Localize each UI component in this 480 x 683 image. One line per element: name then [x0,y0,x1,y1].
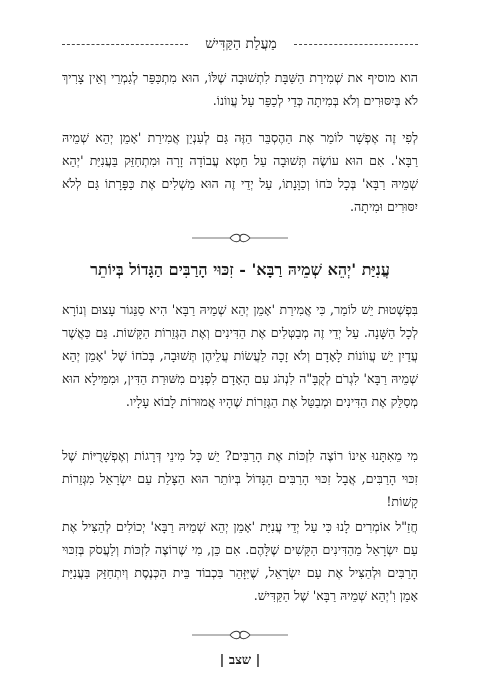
paragraph-4: מִי מֵאִתָּנוּ אֵינוֹ רוֹצֶה לִזְכּוֹת אֶת הָרַבִּים? יֵשׁ כָּל מִינֵי דְּרָגוֹת וְאֶפְשָׁרֻיּוֹת שֶׁל זִכּוּי הָרַבִּים, אֲבָל זִכּוּי הָרַבִּים הַגָּדוֹל בְּיוֹתֵר הוּא הַצָּלַת עַם יִשְׂרָאֵל מִגְּזֵרוֹת קָשׁוֹת! [62,448,418,509]
paragraph-3: בִּפְשְׁטוּת יֵשׁ לוֹמַר, כִּי אֲמִירַת 'אָמֵן יְהֵא שְׁמֵיהּ רַבָּא' הִיא סַנֵּגוֹר עָצוּם וְנוֹרָא לְכָל הַשָּׁנָה. עַל יְדֵי זֶה מְבַטְּלִים אֶת הַדִּינִים וְאֶת הַגְּזֵרוֹת הַקָּשׁוֹת. גַּם כַּאֲשֶׁר עֲדַיִן יֵשׁ עֲווֹנוֹת לָאָדָם וְלֹא זָכָה לַעֲשׂוֹת עֲלֵיהֶן תְּשׁוּבָה, בְּכֹחוֹ שֶׁל 'אָמֵן יְהֵא שְׁמֵיהּ רַבָּא' לִגְרֹם לְקֻבָּ"ה לִנְהֹג עִם הָאָדָם לִפְנִים מִשּׁוּרַת הַדִּין, וּמִמֵּילָא הוּא מְסַלֵּק אֶת הַדִּינִים וּמְבַטֵּל אֶת הַגְּזֵרוֹת שֶׁהָיוּ אֲמוּרוֹת לָבוֹא עָלָיו. [62,302,418,409]
paragraph-5: חֲזַ"ל אוֹמְרִים לָנוּ כִּי עַל יְדֵי עֲנִיַּת 'אָמֵן יְהֵא שְׁמֵיהּ רַבָּא' יְכוֹלִים לְהַצִּיל אֶת עַם יִשְׂרָאֵל מֵהַדִּינִים הַקָּשִׁים שֶׁלָּהֶם. אִם כֵּן, מִי שֶׁרוֹצֶה לִזְכּוֹת וְלַעֲסֹק בְּזִכּוּי הָרַבִּים וּלְהַצִּיל אֶת עַם יִשְׂרָאֵל, שֶׁיִּזָּהֵר בִּכְבוֹד בֵּית הַכְּנֶסֶת וְיִתְחַזֵּק בַּעֲנִיַּת אָמֵן וִ'יְהֵא שְׁמֵיהּ רַבָּא' שֶׁל הַקַּדִּישׁ. [62,519,418,603]
section-heading: עֲנִיַּת 'יְהֵא שְׁמֵיהּ רַבָּא' - זִכּוּי הָרַבִּים הַגָּדוֹל בְּיוֹתֵר [90,260,390,279]
divider-ornament-icon [190,232,290,244]
paragraph-1: הוא מוסיף את שְׁמִירַת הַשַּׁבָּת לִתְשׁוּבָה שֶׁלּוֹ, הוּא מִתְכַּפֵּר לְגַמְרֵי וְאֵין צָרִיךְ לֹא בְּיִסּוּרִים וְלֹא בְּמִיתָה כְּדֵי לְכַפֵּר עַל עֲווֹנוֹ. [62,70,418,108]
paragraph-2: לְפִי זֶה אֶפְשָׁר לוֹמַר אֶת הַהֶסְבֵּר הַזֶּה גַּם לְעִנְיַן אֲמִירַת 'אָמֵן יְהֵא שְׁמֵיהּ רַבָּא'. אִם הוּא עוֹשֶׂה תְּשׁוּבָה עַל חֵטְא עֲבוֹדָה זָרָה וּמִתְחַזֵּק בַּעֲנִיַּת 'יְהֵא שְׁמֵיהּ רַבָּא' בְּכָל כֹּחוֹ וְכַוָּנָתוֹ, עַל יְדֵי זֶה הוּא מַשְׁלִים אֶת כַּפָּרָתוֹ גַּם לְלֹא יִסּוּרִים וּמִיתָה. [62,130,418,214]
header-rule-right [294,44,418,45]
page-number: | שצב | [219,653,261,668]
header-rule-left [62,44,188,45]
running-title: מַעֲלַת הַקַּדִּישׁ [205,36,277,52]
running-header [0,33,480,55]
divider-ornament-icon [190,629,290,641]
